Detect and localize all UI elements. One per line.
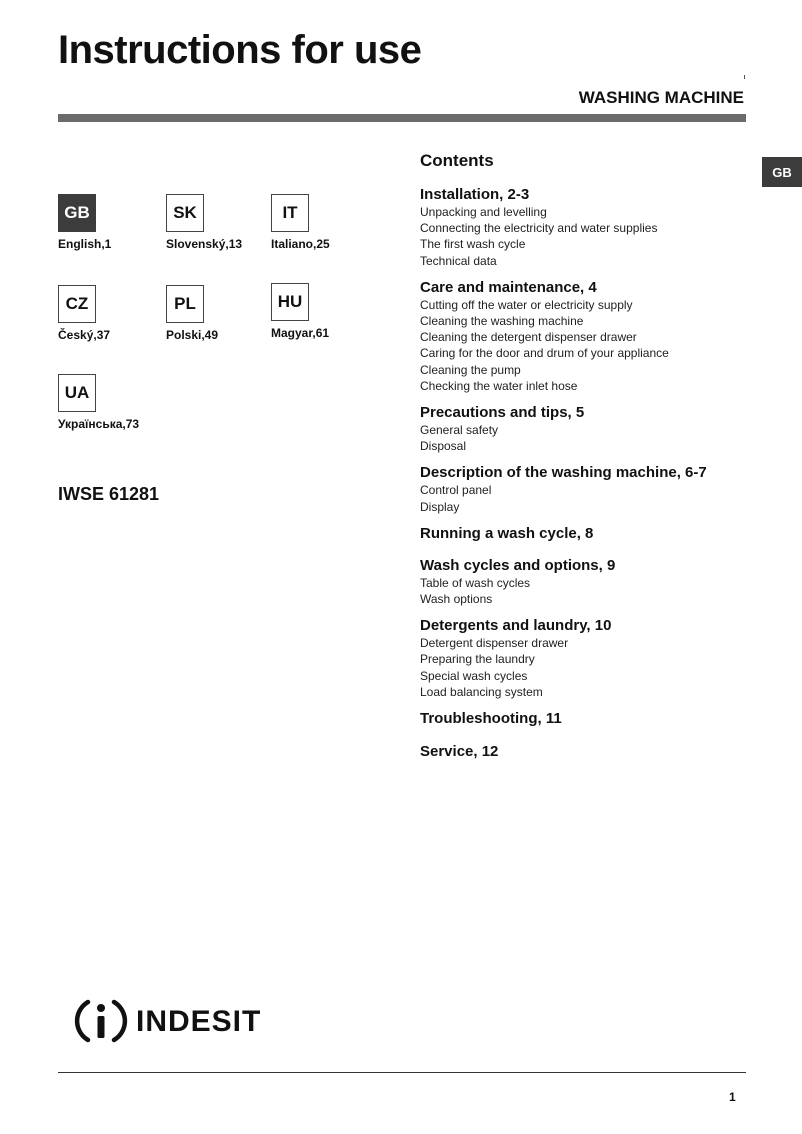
section-heading: Installation, 2-3	[420, 186, 530, 203]
header-tick-mark	[744, 75, 745, 79]
header-divider	[58, 114, 746, 122]
language-entry-it	[271, 194, 330, 251]
section-item: Preparing the laundry	[420, 652, 535, 667]
contents-section-precautions	[420, 403, 760, 454]
section-item: Cleaning the washing machine	[420, 314, 584, 329]
footer-divider	[58, 1072, 746, 1073]
language-code-box: SK	[166, 194, 204, 232]
language-label: Italiano,25	[271, 237, 330, 251]
section-item: Load balancing system	[420, 684, 543, 699]
table-of-contents	[420, 151, 760, 770]
brand-name: INDESIT	[136, 1005, 262, 1038]
section-item: Connecting the electricity and water supplies	[420, 221, 658, 236]
section-item: Cleaning the detergent dispenser drawer	[420, 330, 637, 345]
language-entry-sk	[166, 194, 242, 251]
contents-section-running	[420, 524, 760, 543]
section-item: Cutting off the water or electricity supply	[420, 297, 633, 312]
contents-section-troubleshooting	[420, 709, 760, 728]
section-item: Wash options	[420, 592, 493, 607]
page-number: 1	[729, 1090, 736, 1104]
language-entry-ua	[58, 374, 139, 431]
language-label: Slovenský,13	[166, 237, 243, 251]
language-code-box: GB	[58, 194, 96, 232]
section-item: Control panel	[420, 483, 492, 498]
section-heading: Detergents and laundry, 10	[420, 617, 612, 635]
section-item: Disposal	[420, 439, 467, 454]
language-code-box: HU	[271, 283, 309, 321]
contents-section-service	[420, 742, 760, 761]
section-heading: Service, 12	[420, 743, 499, 761]
section-heading: Precautions and tips, 5	[420, 404, 585, 422]
indesit-logo	[74, 994, 261, 1048]
section-item: Checking the water inlet hose	[420, 378, 578, 393]
section-heading: Wash cycles and options, 9	[420, 556, 616, 574]
section-heading: Running a wash cycle, 8	[420, 524, 594, 542]
section-item: Technical data	[420, 253, 497, 268]
contents-section-wash-cycles	[420, 556, 760, 607]
language-code-box: UA	[58, 374, 96, 412]
section-item: Table of wash cycles	[420, 575, 531, 590]
language-code-box: PL	[166, 285, 204, 323]
section-item: General safety	[420, 423, 499, 438]
product-type: WASHING MACHINE	[578, 88, 744, 107]
contents-section-description	[420, 463, 760, 514]
language-code-box: CZ	[58, 285, 96, 323]
section-item: The first wash cycle	[420, 237, 526, 252]
language-label: Magyar,61	[271, 326, 330, 340]
contents-section-installation	[420, 185, 760, 269]
contents-title: Contents	[420, 151, 494, 170]
section-item: Detergent dispenser drawer	[420, 636, 569, 651]
indesit-logo-icon	[74, 994, 128, 1048]
model-number: IWSE 61281	[58, 484, 160, 504]
language-entry-gb	[58, 194, 111, 251]
document-title: Instructions for use	[58, 28, 422, 72]
language-label: Polski,49	[166, 328, 219, 342]
language-side-tab: GB	[762, 157, 802, 187]
language-label: Українська,73	[58, 417, 140, 431]
section-item: Cleaning the pump	[420, 362, 521, 377]
section-item: Special wash cycles	[420, 668, 528, 683]
contents-section-detergents	[420, 616, 760, 700]
section-item: Unpacking and levelling	[420, 205, 547, 219]
section-heading: Troubleshooting, 11	[420, 710, 562, 728]
language-entry-cz	[58, 285, 110, 342]
section-heading: Care and maintenance, 4	[420, 278, 597, 296]
language-code-box: IT	[271, 194, 309, 232]
language-label: Český,37	[58, 328, 111, 342]
section-item: Caring for the door and drum of your appliance	[420, 346, 669, 361]
language-entry-hu	[271, 283, 329, 340]
language-entry-pl	[166, 285, 218, 342]
section-item: Display	[420, 499, 460, 514]
language-label: English,1	[58, 237, 112, 251]
section-heading: Description of the washing machine, 6-7	[420, 464, 707, 482]
contents-section-care	[420, 278, 760, 394]
